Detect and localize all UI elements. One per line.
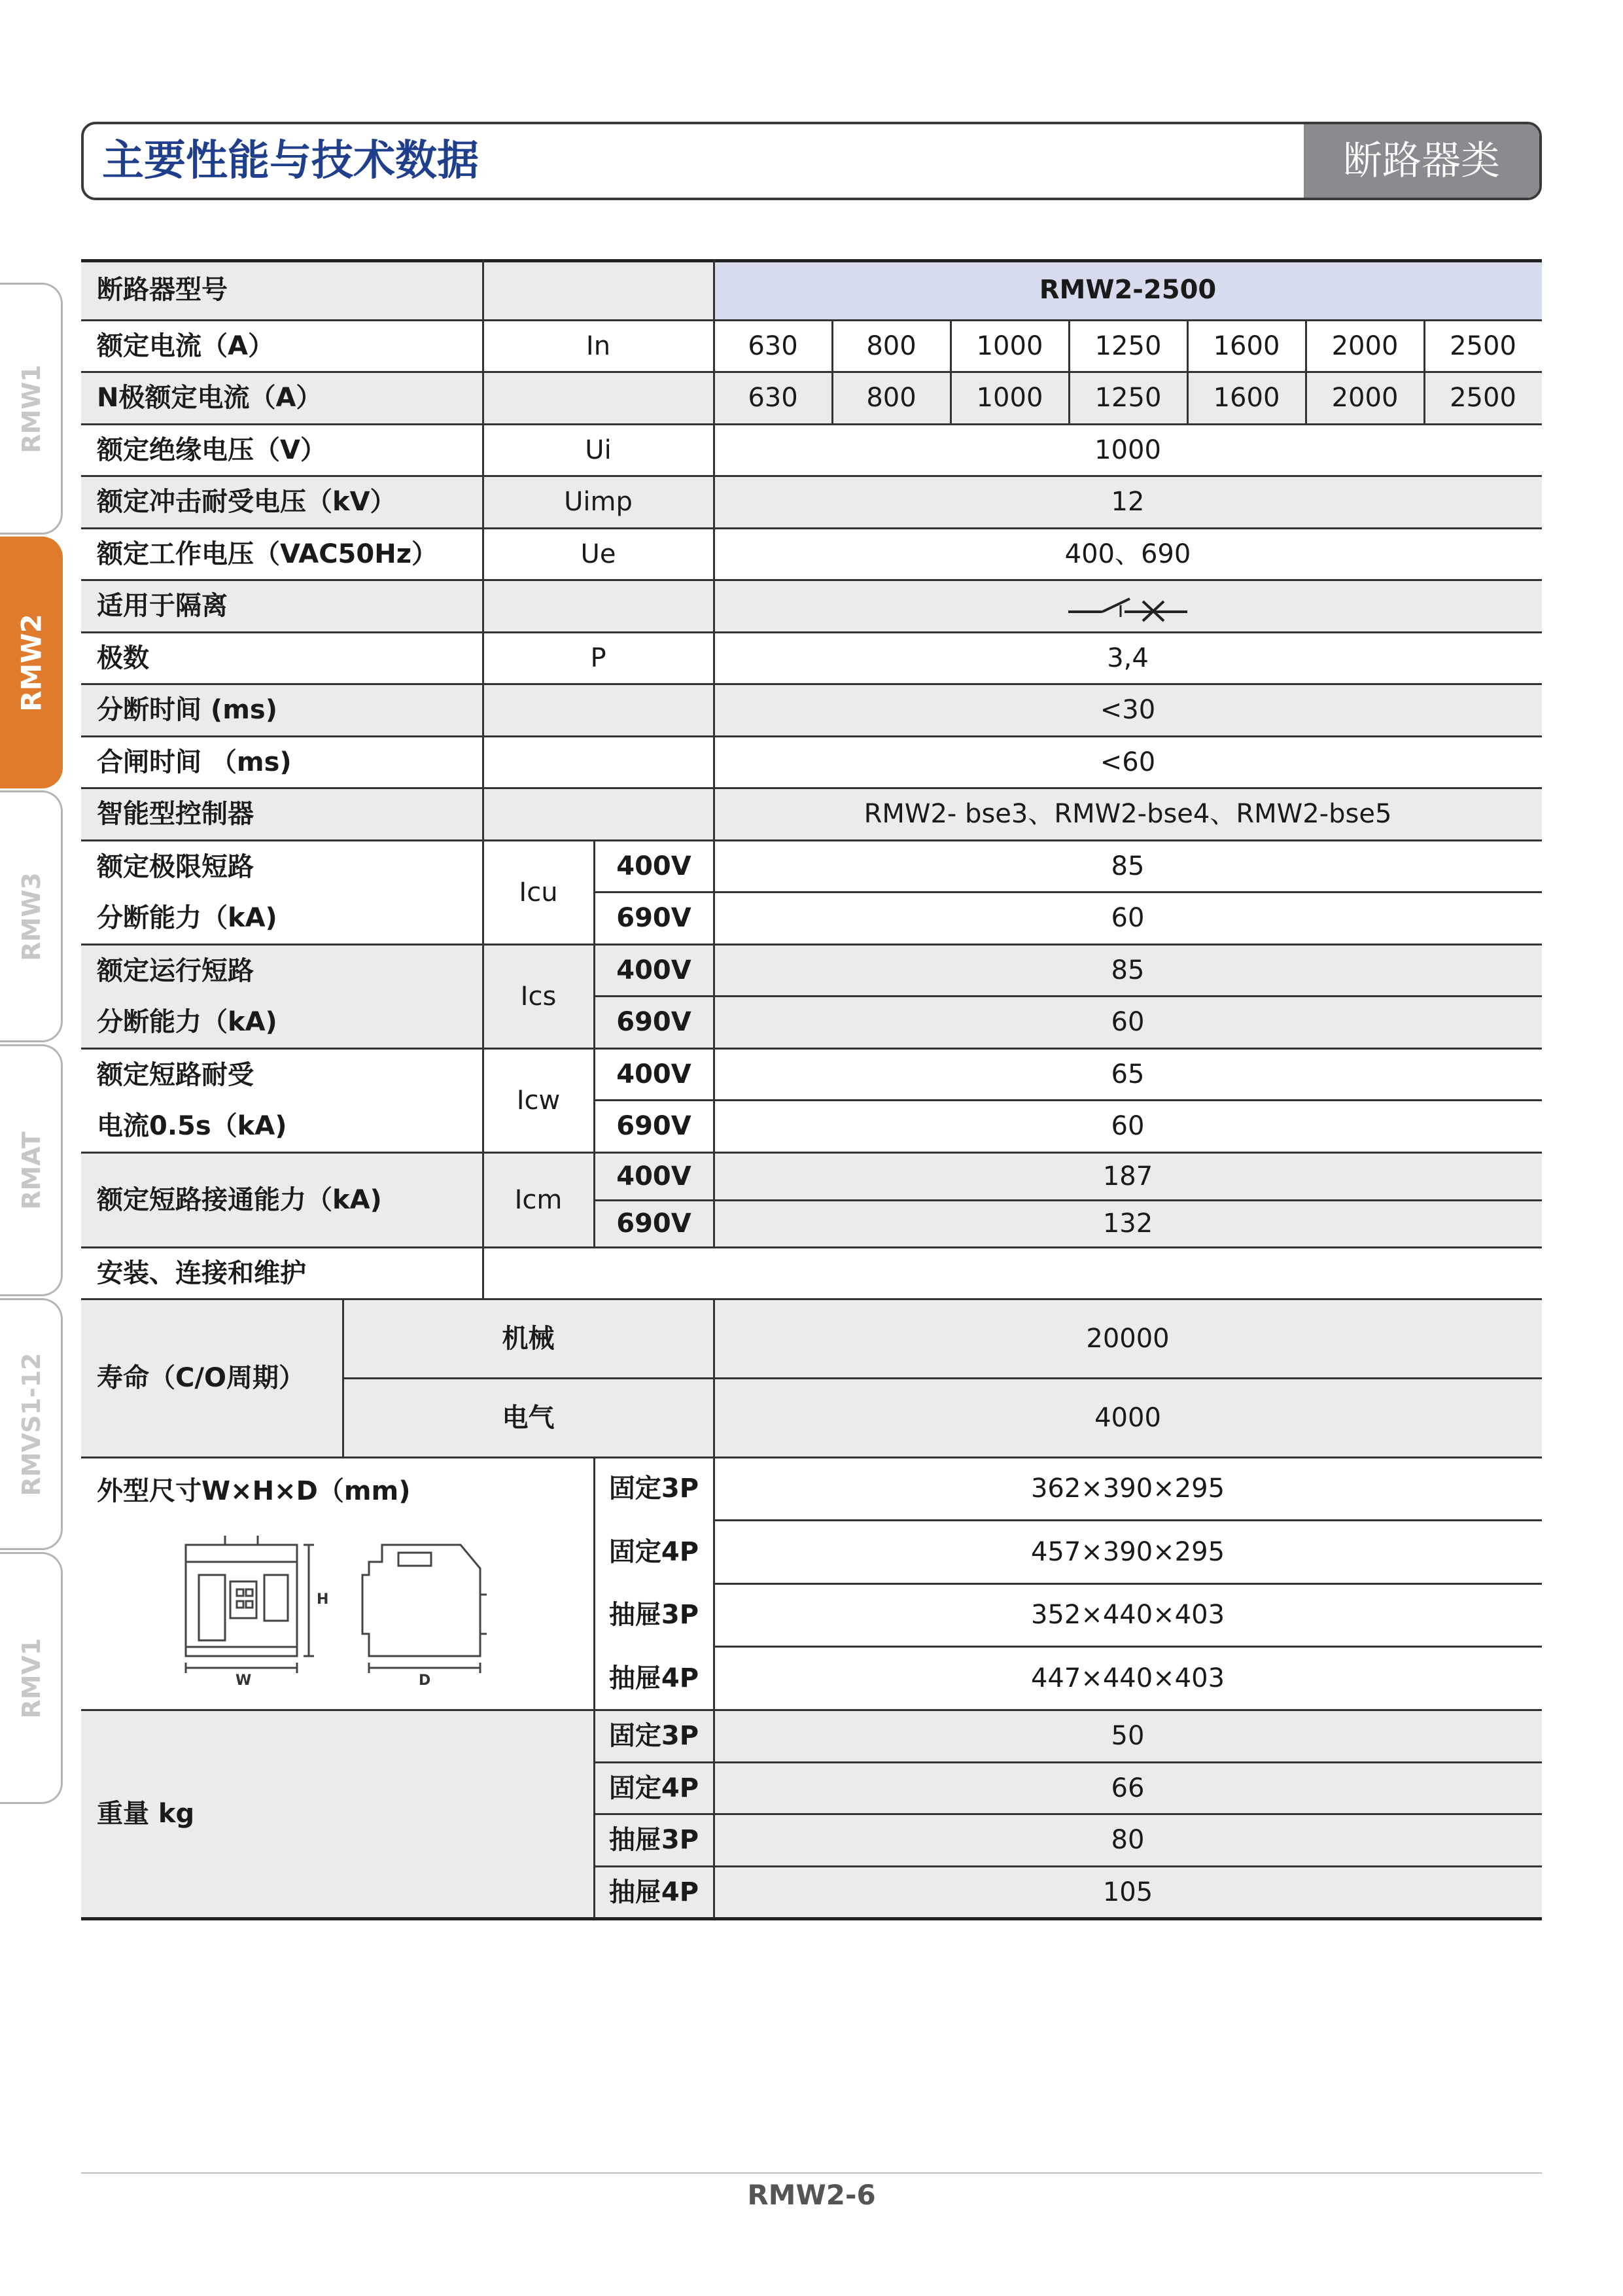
- side-tab-rmv1[interactable]: RMV1: [0, 1552, 63, 1804]
- category-badge: 断路器类: [1304, 124, 1539, 198]
- row-divider: [81, 371, 1542, 373]
- icm-value-400: 187: [714, 1152, 1542, 1200]
- footer-divider: [81, 2172, 1542, 2174]
- side-tab-rmvs1-12[interactable]: RMVS1-12: [0, 1298, 63, 1550]
- row-divider: [594, 1199, 1542, 1201]
- model-label: 断路器型号: [81, 260, 483, 320]
- weight-value: 66: [714, 1762, 1542, 1814]
- icw-value-690: 60: [714, 1100, 1542, 1152]
- isolation-value-cell: [714, 580, 1542, 632]
- n-pole-current-value: 2500: [1424, 372, 1542, 424]
- ics-symbol: Ics: [483, 944, 594, 1048]
- dims-value: 447×440×403: [714, 1646, 1542, 1710]
- break-time-label: 分断时间 (ms): [81, 684, 483, 736]
- breaker-dimension-drawing: [173, 1536, 513, 1699]
- life-mechanical-label: 机械: [343, 1299, 714, 1378]
- isolation-symbol-cell: [483, 580, 714, 632]
- break-time-value: <30: [714, 684, 1542, 736]
- row-divider: [714, 1519, 1542, 1521]
- col-divider: [1423, 320, 1425, 424]
- col-divider: [1068, 320, 1070, 424]
- icu-voltage-400: 400V: [594, 840, 714, 892]
- row-divider: [81, 423, 1542, 425]
- row-divider: [594, 1813, 1542, 1815]
- ics-label-line2: 分断能力（kA): [97, 1006, 277, 1037]
- n-pole-current-value: 630: [714, 372, 832, 424]
- controller-symbol-cell: [483, 788, 714, 840]
- close-time-label: 合闸时间 （ms): [81, 736, 483, 788]
- dims-value: 362×390×295: [714, 1457, 1542, 1520]
- row-divider: [594, 995, 1542, 997]
- row-divider: [81, 1152, 1542, 1154]
- icu-label-line1: 额定极限短路: [97, 851, 254, 882]
- col-divider: [713, 1299, 715, 1918]
- dimensions-cell: [81, 1457, 594, 1710]
- model-symbol-cell: [483, 260, 714, 320]
- isolation-label: 适用于隔离: [81, 580, 483, 632]
- ics-voltage-400: 400V: [594, 944, 714, 996]
- n-pole-current-value: 800: [832, 372, 951, 424]
- n-pole-current-value: 2000: [1306, 372, 1424, 424]
- rated-current-value: 1250: [1069, 320, 1187, 372]
- model-name: RMW2-2500: [714, 260, 1542, 320]
- side-tab-rmw2[interactable]: RMW2: [0, 537, 63, 788]
- icu-value-400: 85: [714, 840, 1542, 892]
- close-time-value: <60: [714, 736, 1542, 788]
- row-divider: [81, 1246, 1542, 1248]
- ics-label: [81, 944, 483, 1048]
- weight-value: 105: [714, 1866, 1542, 1918]
- rated-current-value: 2000: [1306, 320, 1424, 372]
- side-view-drawing: [362, 1545, 487, 1673]
- weight-value: 50: [714, 1710, 1542, 1762]
- row-divider: [81, 1298, 1542, 1300]
- break-time-symbol-cell: [483, 684, 714, 736]
- page-title: 主要性能与技术数据: [102, 137, 479, 185]
- weight-value: 80: [714, 1814, 1542, 1866]
- row-divider: [81, 683, 1542, 685]
- icm-voltage-400: 400V: [594, 1152, 714, 1200]
- icw-symbol: Icw: [483, 1048, 594, 1152]
- page-number: RMW2-6: [747, 2179, 876, 2211]
- icm-value-690: 132: [714, 1200, 1542, 1247]
- weight-label: 重量 kg: [81, 1710, 594, 1918]
- dimensions-label: 外型尺寸W×H×D（mm): [97, 1476, 411, 1506]
- row-divider: [594, 1761, 1542, 1763]
- life-mechanical-value: 20000: [714, 1299, 1542, 1378]
- row-divider: [714, 1646, 1542, 1648]
- icu-label-line2: 分断能力（kA): [97, 902, 277, 933]
- icu-label: [81, 840, 483, 944]
- depth-dim-label: D: [419, 1672, 431, 1689]
- dims-type: 固定4P: [594, 1520, 714, 1583]
- row-divider: [81, 579, 1542, 581]
- insulation-voltage-symbol: Ui: [483, 424, 714, 476]
- icu-symbol: Icu: [483, 840, 594, 944]
- weight-type: 抽屉3P: [594, 1814, 714, 1866]
- row-divider: [81, 839, 1542, 841]
- row-divider: [81, 944, 1542, 945]
- icu-voltage-690: 690V: [594, 892, 714, 944]
- n-pole-current-value: 1250: [1069, 372, 1187, 424]
- row-divider: [81, 1048, 1542, 1050]
- rated-current-value: 800: [832, 320, 951, 372]
- dims-type: 抽屉4P: [594, 1646, 714, 1710]
- dims-type: 抽屉3P: [594, 1583, 714, 1646]
- poles-label: 极数: [81, 632, 483, 684]
- height-dim-label: H: [317, 1591, 329, 1608]
- rated-current-symbol: In: [483, 320, 714, 372]
- install-label: 安装、连接和维护: [81, 1247, 483, 1299]
- ics-voltage-690: 690V: [594, 996, 714, 1048]
- dims-value: 457×390×295: [714, 1520, 1542, 1583]
- weight-type: 抽屉4P: [594, 1866, 714, 1918]
- row-divider: [594, 1099, 1542, 1101]
- poles-value: 3,4: [714, 632, 1542, 684]
- insulation-voltage-value: 1000: [714, 424, 1542, 476]
- col-divider: [593, 1457, 595, 1918]
- controller-value: RMW2- bse3、RMW2-bse4、RMW2-bse5: [714, 788, 1542, 840]
- install-value-cell: [483, 1247, 1542, 1299]
- row-divider: [81, 475, 1542, 477]
- col-divider: [713, 260, 715, 1247]
- icw-label: [81, 1048, 483, 1152]
- col-divider: [950, 320, 952, 424]
- rated-current-value: 630: [714, 320, 832, 372]
- row-divider: [81, 631, 1542, 633]
- col-divider: [593, 840, 595, 1247]
- weight-type: 固定3P: [594, 1710, 714, 1762]
- rated-current-label: 额定电流（A）: [81, 320, 483, 372]
- rated-current-value: 1600: [1187, 320, 1306, 372]
- row-divider: [81, 787, 1542, 789]
- weight-type: 固定4P: [594, 1762, 714, 1814]
- insulation-voltage-label: 额定绝缘电压（V）: [81, 424, 483, 476]
- working-voltage-value: 400、690: [714, 528, 1542, 580]
- row-divider: [714, 1583, 1542, 1585]
- icw-voltage-690: 690V: [594, 1100, 714, 1152]
- controller-label: 智能型控制器: [81, 788, 483, 840]
- row-divider: [81, 319, 1542, 321]
- impulse-voltage-value: 12: [714, 476, 1542, 528]
- life-electrical-label: 电气: [343, 1378, 714, 1457]
- ics-value-400: 85: [714, 944, 1542, 996]
- isolator-symbol-icon: [1066, 590, 1190, 622]
- icw-label-line1: 额定短路耐受: [97, 1059, 254, 1090]
- working-voltage-symbol: Ue: [483, 528, 714, 580]
- row-divider: [81, 527, 1542, 529]
- poles-symbol: P: [483, 632, 714, 684]
- ics-value-690: 60: [714, 996, 1542, 1048]
- impulse-voltage-label: 额定冲击耐受电压（kV）: [81, 476, 483, 528]
- life-label: 寿命（C/O周期）: [81, 1299, 343, 1457]
- n-pole-current-value: 1600: [1187, 372, 1306, 424]
- dims-type: 固定3P: [594, 1457, 714, 1520]
- icw-label-line2: 电流0.5s（kA): [97, 1110, 287, 1141]
- side-tab-rmat[interactable]: RMAT: [0, 1044, 63, 1296]
- col-divider: [482, 260, 484, 1299]
- col-divider: [831, 320, 833, 424]
- icm-voltage-690: 690V: [594, 1200, 714, 1247]
- front-view-drawing: [186, 1536, 314, 1673]
- row-divider: [81, 1709, 1542, 1711]
- icw-voltage-400: 400V: [594, 1048, 714, 1100]
- icw-value-400: 65: [714, 1048, 1542, 1100]
- rated-current-value: 1000: [951, 320, 1069, 372]
- row-divider: [594, 891, 1542, 893]
- col-divider: [1187, 320, 1189, 424]
- table-border: [81, 259, 1542, 262]
- col-divider: [342, 1299, 344, 1457]
- life-electrical-value: 4000: [714, 1378, 1542, 1457]
- icm-symbol: Icm: [483, 1152, 594, 1247]
- header-banner: [81, 122, 1542, 200]
- side-tab-rmw1[interactable]: RMW1: [0, 283, 63, 535]
- width-dim-label: W: [236, 1672, 252, 1689]
- ics-label-line1: 额定运行短路: [97, 955, 254, 986]
- impulse-voltage-symbol: Uimp: [483, 476, 714, 528]
- working-voltage-label: 额定工作电压（VAC50Hz）: [81, 528, 483, 580]
- row-divider: [81, 1457, 1542, 1458]
- table-border: [81, 1917, 1542, 1920]
- col-divider: [1305, 320, 1307, 424]
- row-divider: [81, 735, 1542, 737]
- side-tab-rmw3[interactable]: RMW3: [0, 790, 63, 1042]
- icu-value-690: 60: [714, 892, 1542, 944]
- row-divider: [343, 1377, 1542, 1379]
- n-pole-current-label: N极额定电流（A）: [81, 372, 483, 424]
- n-pole-current-value: 1000: [951, 372, 1069, 424]
- close-time-symbol-cell: [483, 736, 714, 788]
- row-divider: [594, 1865, 1542, 1867]
- n-pole-current-symbol: [483, 372, 714, 424]
- dims-value: 352×440×403: [714, 1583, 1542, 1646]
- icm-label: 额定短路接通能力（kA): [81, 1152, 483, 1247]
- rated-current-value: 2500: [1424, 320, 1542, 372]
